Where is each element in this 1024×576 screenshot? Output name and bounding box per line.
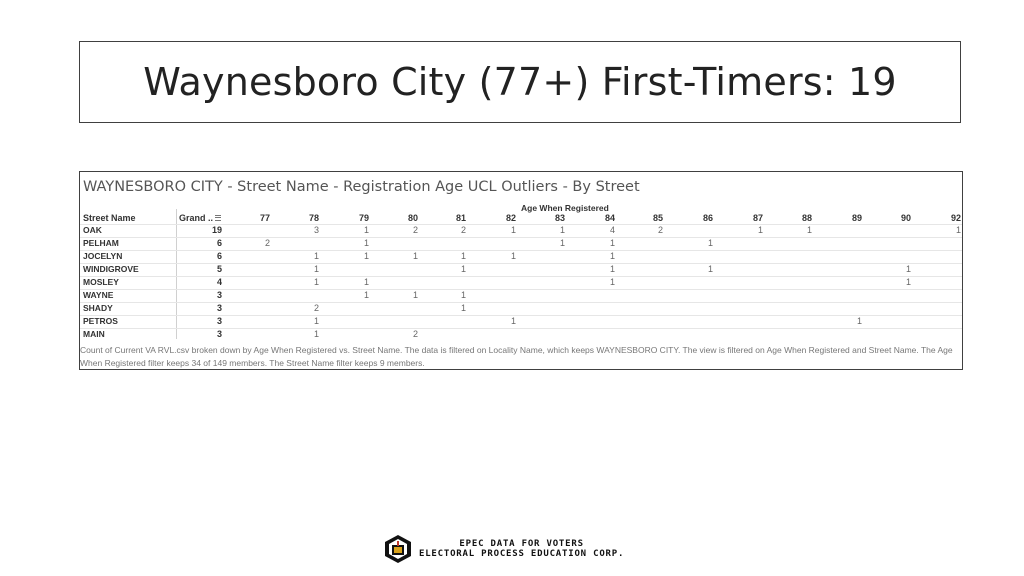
count-cell: 2: [264, 238, 270, 248]
age-header: 84: [604, 213, 615, 223]
table-row[interactable]: [80, 250, 962, 263]
count-cell: 1: [905, 264, 911, 274]
count-cell: 2: [460, 225, 466, 235]
age-header: 92: [950, 213, 961, 223]
age-header: 86: [702, 213, 713, 223]
street-name-cell: WAYNE: [83, 290, 114, 300]
street-name-cell: MAIN: [83, 329, 105, 339]
count-cell: 1: [510, 251, 516, 261]
count-cell: 1: [609, 251, 615, 261]
count-cell: 2: [313, 303, 319, 313]
count-cell: 1: [609, 264, 615, 274]
count-cell: 1: [313, 329, 319, 339]
table-row[interactable]: [80, 276, 962, 289]
count-cell: 1: [856, 316, 862, 326]
count-cell: 1: [412, 251, 418, 261]
footer-text: [419, 539, 624, 559]
count-cell: 1: [609, 277, 615, 287]
crosstab-view: [79, 171, 963, 370]
grand-total-cell: 3: [216, 303, 222, 313]
age-header: 78: [308, 213, 319, 223]
grand-total-cell: 5: [216, 264, 222, 274]
count-cell: 2: [412, 329, 418, 339]
grand-total-cell: 3: [216, 290, 222, 300]
count-cell: 1: [412, 290, 418, 300]
view-title: WAYNESBORO CITY - Street Name - Registration Age UCL Outliers - By Street: [83, 179, 640, 195]
count-cell: 1: [707, 238, 713, 248]
count-cell: 1: [510, 316, 516, 326]
count-cell: 1: [955, 225, 961, 235]
grand-total-cell: 3: [216, 329, 222, 339]
age-header: 85: [652, 213, 663, 223]
epec-ballot-box-icon: [384, 534, 412, 564]
street-name-cell: WINDIGROVE: [83, 264, 139, 274]
footer-line-2: ELECTORAL PROCESS EDUCATION CORP.: [419, 549, 625, 559]
count-cell: 1: [559, 238, 565, 248]
count-cell: 1: [313, 264, 319, 274]
count-cell: 1: [363, 277, 369, 287]
count-cell: 4: [609, 225, 615, 235]
count-cell: 1: [905, 277, 911, 287]
street-name-cell: PELHAM: [83, 238, 119, 248]
count-cell: 1: [363, 238, 369, 248]
count-cell: 1: [609, 238, 615, 248]
count-cell: 1: [707, 264, 713, 274]
footer-line-1: EPEC DATA FOR VOTERS: [459, 539, 584, 549]
count-cell: 2: [657, 225, 663, 235]
slide-title-box: [79, 41, 961, 123]
footer-brand: [384, 534, 624, 564]
count-cell: 1: [363, 290, 369, 300]
table-row[interactable]: [80, 315, 962, 328]
table-row[interactable]: [80, 302, 962, 315]
age-header: 77: [259, 213, 270, 223]
street-name-cell: SHADY: [83, 303, 113, 313]
table-row[interactable]: [80, 237, 962, 250]
age-header: 82: [505, 213, 516, 223]
age-header: 80: [407, 213, 418, 223]
count-cell: 1: [757, 225, 763, 235]
table-row[interactable]: [80, 289, 962, 302]
grand-total-cell: 19: [211, 225, 222, 235]
street-name-cell: JOCELYN: [83, 251, 123, 261]
grand-total-cell: 6: [216, 238, 222, 248]
age-header: 90: [900, 213, 911, 223]
street-name-cell: PETROS: [83, 316, 118, 326]
row-header-street-name: Street Name: [83, 213, 136, 223]
table-row[interactable]: [80, 263, 962, 276]
street-name-cell: MOSLEY: [83, 277, 119, 287]
count-cell: 1: [313, 251, 319, 261]
column-group-label: Age When Registered: [521, 203, 609, 213]
count-cell: 1: [460, 303, 466, 313]
count-cell: 1: [559, 225, 565, 235]
age-header: 79: [358, 213, 369, 223]
count-cell: 2: [412, 225, 418, 235]
age-header: 81: [455, 213, 466, 223]
count-cell: 1: [363, 225, 369, 235]
count-cell: 1: [460, 264, 466, 274]
age-header: 88: [801, 213, 812, 223]
count-cell: 1: [806, 225, 812, 235]
grand-total-header-label: Grand ..: [179, 213, 214, 223]
age-header: 89: [851, 213, 862, 223]
count-cell: 1: [363, 251, 369, 261]
table-row[interactable]: [80, 328, 962, 341]
view-caption: Count of Current VA RVL.csv broken down by Age When Registered vs. Street Name. The data is filtered on Locality Name, which keeps WAYNESBORO CITY. The view is filtered on Age When Registered and Street Name. The Age When Registered filter keeps 34 of 149 members. The Street Name filter keeps 9 members.: [80, 345, 953, 368]
grand-total-cell: 3: [216, 316, 222, 326]
grand-total-cell: 4: [216, 277, 222, 287]
count-cell: 1: [313, 277, 319, 287]
count-cell: 1: [460, 251, 466, 261]
street-name-cell: OAK: [83, 225, 102, 235]
count-cell: 1: [313, 316, 319, 326]
grand-total-header[interactable]: [179, 213, 221, 223]
count-cell: 3: [313, 225, 319, 235]
sort-icon[interactable]: [215, 215, 221, 221]
slide-title: Waynesboro City (77+) First-Timers: 19: [143, 60, 897, 104]
age-header: 87: [752, 213, 763, 223]
age-header: 83: [554, 213, 565, 223]
table-row[interactable]: [80, 224, 962, 237]
count-cell: 1: [460, 290, 466, 300]
grand-total-cell: 6: [216, 251, 222, 261]
count-cell: 1: [510, 225, 516, 235]
